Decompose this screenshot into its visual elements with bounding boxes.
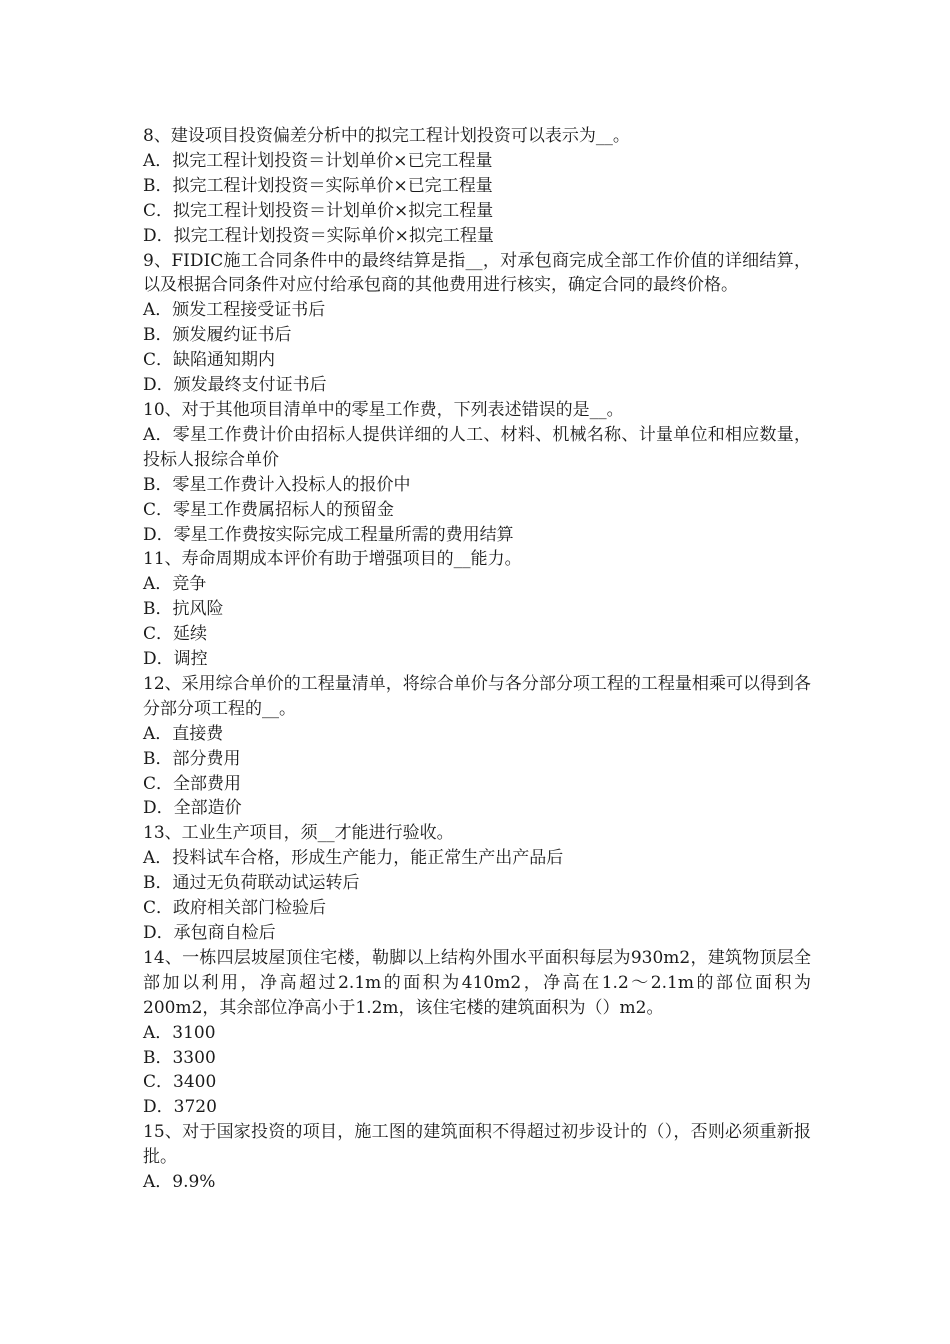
question-12-text: 12、采用综合单价的工程量清单，将综合单价与各分部分项工程的工程量相乘可以得到各分部分项工程的__。 [143, 673, 811, 719]
question-13-option-c: C．政府相关部门检验后 [143, 898, 327, 919]
question-11 [143, 547, 811, 672]
question-14-option-d: D．3720 [143, 1097, 217, 1118]
question-10-option-b: B．零星工作费计入投标人的报价中 [143, 474, 411, 495]
question-12 [143, 672, 811, 821]
question-11-option-c: C．延续 [143, 624, 208, 645]
question-10-option-a: A．零星工作费计价由招标人提供详细的人工、材料、机械名称、计量单位和相应数量，投标人报综合单价 [143, 424, 811, 470]
question-8 [143, 124, 811, 249]
question-12-option-d: D．全部造价 [143, 798, 242, 819]
question-9 [143, 249, 811, 398]
question-13 [143, 821, 811, 946]
question-9-option-c: C．缺陷通知期内 [143, 350, 276, 371]
question-10-option-d: D．零星工作费按实际完成工程量所需的费用结算 [143, 524, 514, 545]
question-9-option-d: D．颁发最终支付证书后 [143, 375, 327, 396]
question-15 [143, 1120, 811, 1195]
question-13-option-a: A．投料试车合格，形成生产能力，能正常生产出产品后 [143, 848, 564, 869]
question-11-text: 11、寿命周期成本评价有助于增强项目的__能力。 [143, 549, 522, 570]
question-list [143, 124, 811, 1195]
question-9-text: 9、FIDIC施工合同条件中的最终结算是指__，对承包商完成全部工作价值的详细结算，以及根据合同条件对应付给承包商的其他费用进行核实，确定合同的最终价格。 [143, 250, 811, 296]
question-8-option-a: A．拟完工程计划投资＝计划单价×已完工程量 [143, 150, 493, 171]
question-13-text: 13、工业生产项目，须__才能进行验收。 [143, 823, 454, 844]
question-11-option-d: D．调控 [143, 649, 208, 670]
question-9-option-b: B．颁发履约证书后 [143, 325, 292, 346]
question-8-option-c: C．拟完工程计划投资＝计划单价×拟完工程量 [143, 200, 494, 221]
question-13-option-b: B．通过无负荷联动试运转后 [143, 873, 360, 894]
question-11-option-a: A．竞争 [143, 574, 207, 595]
question-10-option-c: C．零星工作费属招标人的预留金 [143, 499, 395, 520]
question-12-option-a: A．直接费 [143, 723, 224, 744]
question-12-option-c: C．全部费用 [143, 773, 242, 794]
question-11-option-b: B．抗风险 [143, 599, 224, 620]
question-14-option-a: A．3100 [143, 1022, 216, 1043]
question-14 [143, 946, 811, 1120]
question-10-text: 10、对于其他项目清单中的零星工作费，下列表述错误的是__。 [143, 399, 624, 420]
question-8-text: 8、建设项目投资偏差分析中的拟完工程计划投资可以表示为__。 [143, 126, 630, 146]
question-15-option-a: A．9.9% [143, 1172, 216, 1193]
question-14-text: 14、一栋四层坡屋顶住宅楼，勒脚以上结构外围水平面积每层为930m2，建筑物顶层全部加以利用，净高超过2.1m的面积为410m2，净高在1.2～2.1m的部位面积为200m2，其余部位净高小于1.2m，该住宅楼的建筑面积为（）m2。 [143, 947, 811, 1018]
question-14-option-b: B．3300 [143, 1047, 216, 1068]
question-8-option-b: B．拟完工程计划投资＝实际单价×已完工程量 [143, 175, 493, 196]
question-13-option-d: D．承包商自检后 [143, 923, 276, 943]
question-9-option-a: A．颁发工程接受证书后 [143, 300, 326, 321]
question-14-option-c: C．3400 [143, 1072, 217, 1093]
question-10 [143, 398, 811, 547]
question-8-option-d: D．拟完工程计划投资＝实际单价×拟完工程量 [143, 225, 494, 246]
question-15-text: 15、对于国家投资的项目，施工图的建筑面积不得超过初步设计的（），否则必须重新报批。 [143, 1122, 811, 1168]
question-12-option-b: B．部分费用 [143, 748, 241, 769]
